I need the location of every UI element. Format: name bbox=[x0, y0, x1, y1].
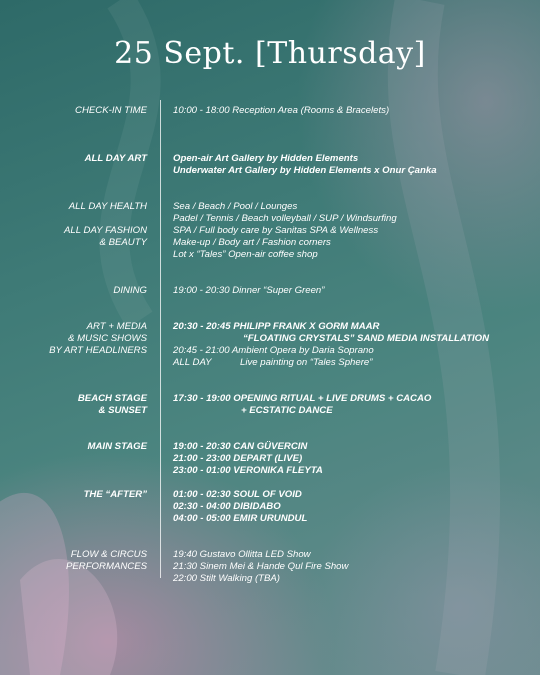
content-line: 19:40 Gustavo Ollitta LED Show bbox=[173, 549, 311, 560]
row-content bbox=[173, 393, 431, 417]
content-line: Open-air Art Gallery by Hidden Elements bbox=[173, 153, 359, 164]
row-label: & MUSIC SHOWS bbox=[68, 333, 147, 344]
content-line: 23:00 - 01:00 VERONIKA FLEYTA bbox=[173, 465, 323, 476]
row-label: CHECK-IN TIME bbox=[75, 105, 147, 116]
content-line: SPA / Full body care by Sanitas SPA & Wellness bbox=[173, 225, 379, 236]
row-content bbox=[173, 105, 389, 117]
content-line: Sea / Beach / Pool / Lounges bbox=[173, 201, 298, 212]
content-line: 21:30 Sinem Mei & Hande Qul Fire Show bbox=[173, 561, 349, 572]
content-line: 01:00 - 02:30 SOUL OF VOID bbox=[173, 489, 302, 500]
timeline-divider bbox=[160, 100, 161, 578]
row-label: PERFORMANCES bbox=[65, 561, 147, 572]
row-label: ALL DAY HEALTH bbox=[68, 201, 147, 212]
row-content bbox=[173, 549, 348, 585]
content-line: 02:30 - 04:00 DIBIDABO bbox=[173, 501, 281, 512]
row-label: ART + MEDIA bbox=[86, 321, 147, 332]
row-label: FLOW & CIRCUS bbox=[70, 549, 147, 560]
event-text: Live painting on “Tales Sphere” bbox=[240, 357, 373, 368]
row-content bbox=[173, 321, 489, 369]
row-content bbox=[173, 441, 323, 477]
row-content bbox=[173, 489, 307, 525]
row-content bbox=[173, 285, 324, 297]
row-content bbox=[173, 153, 437, 177]
content-line: 19:00 - 20:30 CAN GÜVERCIN bbox=[173, 441, 308, 452]
content-line bbox=[173, 357, 489, 369]
row-label: DINING bbox=[113, 285, 147, 296]
content-line: 20:45 - 21:00 Ambient Opera by Daria Soprano bbox=[173, 345, 374, 356]
content-line: + ECSTATIC DANCE bbox=[241, 405, 333, 416]
content-line: 20:30 - 20:45 PHILIPP FRANK X GORM MAAR bbox=[173, 321, 380, 332]
row-label: & SUNSET bbox=[98, 405, 147, 416]
row-label: BEACH STAGE bbox=[77, 393, 147, 404]
row-content bbox=[173, 201, 397, 261]
page-title: 25 Sept. [Thursday] bbox=[114, 36, 426, 71]
time-label: ALL DAY bbox=[173, 357, 212, 368]
content-line: 19:00 - 20:30 Dinner “Super Green” bbox=[173, 285, 325, 296]
content-line: 21:00 - 23:00 DEPART (LIVE) bbox=[173, 453, 303, 464]
content-line: Padel / Tennis / Beach volleyball / SUP / Windsurfing bbox=[173, 213, 397, 224]
content-line: 17:30 - 19:00 OPENING RITUAL + LIVE DRUMS + CACAO bbox=[173, 393, 432, 404]
content-line: 10:00 - 18:00 Reception Area (Rooms & Bracelets) bbox=[173, 105, 390, 116]
row-label: ALL DAY FASHION bbox=[64, 225, 147, 236]
row-label: BY ART HEADLINERS bbox=[49, 345, 147, 356]
content-line: Underwater Art Gallery by Hidden Elements x Onur Çanka bbox=[173, 165, 437, 176]
row-label: & BEAUTY bbox=[99, 237, 147, 248]
content-line: Make-up / Body art / Fashion corners bbox=[173, 237, 331, 248]
row-label: MAIN STAGE bbox=[87, 441, 147, 452]
content-line: 04:00 - 05:00 EMIR URUNDUL bbox=[173, 513, 308, 524]
content-line: Lot x “Tales” Open-air coffee shop bbox=[173, 249, 318, 260]
row-label: THE “AFTER” bbox=[83, 489, 147, 500]
content-line: 22:00 Stilt Walking (TBA) bbox=[173, 573, 280, 584]
content-line: “FLOATING CRYSTALS” SAND MEDIA INSTALLATION bbox=[243, 333, 490, 344]
row-label: ALL DAY ART bbox=[84, 153, 147, 164]
